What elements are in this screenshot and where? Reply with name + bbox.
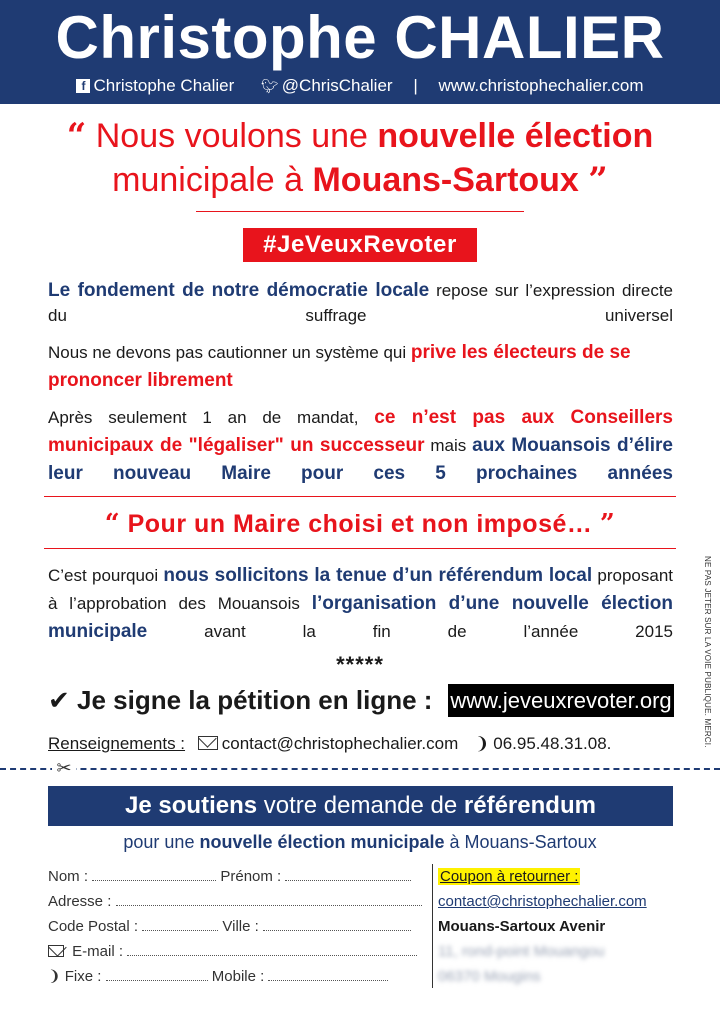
checkmark-icon: ✔	[48, 685, 70, 715]
mobile-label: Mobile :	[211, 968, 265, 985]
info-label: Renseignements :	[48, 734, 186, 753]
petition-label: Je signe la pétition en ligne :	[77, 685, 433, 715]
envelope-icon	[198, 736, 218, 750]
coupon-title	[48, 786, 673, 826]
envelope-icon	[48, 945, 64, 957]
adresse-label: Adresse :	[48, 893, 112, 910]
hashtag-badge: #JeVeuxRevoter	[243, 228, 477, 262]
p1-rest: repose sur l’expression directe du suffrage universel	[48, 281, 673, 325]
address-line2: 06370 Mougins	[438, 968, 541, 985]
headline-part1: Nous voulons une	[95, 117, 378, 155]
code-postal-label: Code Postal :	[48, 918, 139, 935]
subtitle-end: à Mouans-Sartoux	[444, 832, 597, 852]
subtitle-start: pour une	[123, 832, 200, 852]
petition-call	[48, 682, 432, 718]
return-address	[438, 864, 647, 989]
slogan-open-quote: “	[104, 509, 121, 539]
prenom-label: Prénom :	[220, 868, 282, 885]
paragraph-system	[48, 339, 673, 395]
contact-phone[interactable]: 06.95.48.31.08.	[493, 734, 612, 753]
fixe-field[interactable]	[106, 966, 208, 981]
p2-start: Nous ne devons pas cautionner un système qui	[48, 343, 411, 362]
divider	[196, 211, 524, 212]
slogan-text: Pour un Maire choisi et non imposé…	[127, 510, 593, 538]
twitter-link[interactable]: @ChrisChalier	[281, 75, 393, 95]
ville-field[interactable]	[263, 916, 411, 931]
paragraph-request	[48, 562, 673, 646]
slogan	[44, 506, 676, 542]
p3-mid: mais	[424, 436, 473, 455]
request-mid: proposant à l’approbation des Mouansois	[48, 566, 673, 613]
coupon-title-bold1: Je soutiens	[125, 792, 258, 819]
social-links	[0, 74, 720, 97]
cut-line	[0, 768, 720, 770]
coupon-form	[48, 864, 430, 989]
stars-separator: *****	[336, 652, 384, 677]
header-banner	[0, 0, 720, 104]
form-row-city	[48, 914, 430, 939]
form-row-address	[48, 889, 430, 914]
paragraph-mandate	[48, 404, 673, 488]
facebook-link[interactable]: Christophe Chalier	[93, 75, 235, 95]
phone-icon: ❩	[474, 734, 490, 753]
coupon-divider	[432, 864, 433, 988]
candidate-name: Christophe CHALIER	[55, 4, 665, 71]
request-start: C’est pourquoi	[48, 566, 164, 585]
fixe-label: Fixe :	[64, 968, 102, 985]
return-email[interactable]: contact@christophechalier.com	[438, 893, 647, 910]
coupon-title-mid: votre demande de	[257, 792, 464, 819]
open-quote-mark: “	[66, 116, 87, 156]
email-field[interactable]	[127, 941, 417, 956]
contact-email[interactable]: contact@christophechalier.com	[221, 734, 459, 753]
coupon-subtitle	[0, 830, 720, 854]
subtitle-bold: nouvelle élection municipale	[199, 832, 445, 852]
headline-bold1: nouvelle élection	[377, 117, 654, 155]
scissors-icon: ✂	[52, 758, 76, 778]
adresse-field[interactable]	[116, 891, 422, 906]
phone-icon: ❩	[48, 968, 61, 985]
divider	[44, 496, 676, 497]
separator: |	[413, 75, 418, 95]
p3-navy: aux Mouansois d’élire leur nouveau Maire pour ces 5 prochaines années	[48, 435, 673, 484]
contact-info	[48, 733, 611, 755]
headline-part2: municipale à	[112, 161, 313, 199]
form-row-name	[48, 864, 430, 889]
website-link[interactable]: www.christophechalier.com	[438, 75, 644, 95]
request-bold1: nous sollicitons la tenue d’un référendum local	[163, 565, 593, 586]
litter-notice: NE PAS JETER SUR LA VOIE PUBLIQUE. MERCI.	[703, 556, 712, 748]
ville-label: Ville :	[222, 918, 259, 935]
close-quote-mark: ”	[588, 160, 608, 200]
email-label: E-mail :	[72, 943, 124, 960]
form-row-email	[48, 939, 430, 964]
request-end: avant la fin de l’année 2015	[147, 622, 673, 641]
form-row-phone	[48, 964, 430, 989]
address-line1: 11, rond-point Mouangou	[438, 943, 605, 960]
association-name: Mouans-Sartoux Avenir	[438, 918, 606, 935]
paragraph-democracy	[48, 278, 673, 328]
mobile-field[interactable]	[268, 966, 388, 981]
nom-label: Nom :	[48, 868, 89, 885]
p2-bold: prive les électeurs de se prononcer librement	[48, 342, 631, 391]
p3-red: ce n’est pas aux Conseillers municipaux de "légaliser" un successeur	[48, 407, 673, 456]
return-label: Coupon à retourner :	[440, 868, 579, 885]
slogan-close-quote: ”	[599, 509, 616, 539]
coupon-title-bold2: référendum	[463, 792, 596, 819]
p3-start: Après seulement 1 an de mandat,	[48, 408, 375, 427]
facebook-icon: f	[76, 79, 90, 93]
nom-field[interactable]	[92, 866, 216, 881]
divider	[44, 548, 676, 549]
headline-bold2: Mouans-Sartoux	[312, 161, 579, 199]
code-postal-field[interactable]	[142, 916, 218, 931]
p1-bold: Le fondement de notre démocratie locale	[48, 280, 430, 301]
petition-link[interactable]: www.jeveuxrevoter.org	[448, 684, 674, 717]
request-bold2: l’organisation d’une nouvelle élection municipale	[48, 593, 673, 642]
headline-quote	[30, 114, 690, 202]
twitter-icon: 🐦︎	[261, 77, 279, 94]
prenom-field[interactable]	[285, 866, 411, 881]
